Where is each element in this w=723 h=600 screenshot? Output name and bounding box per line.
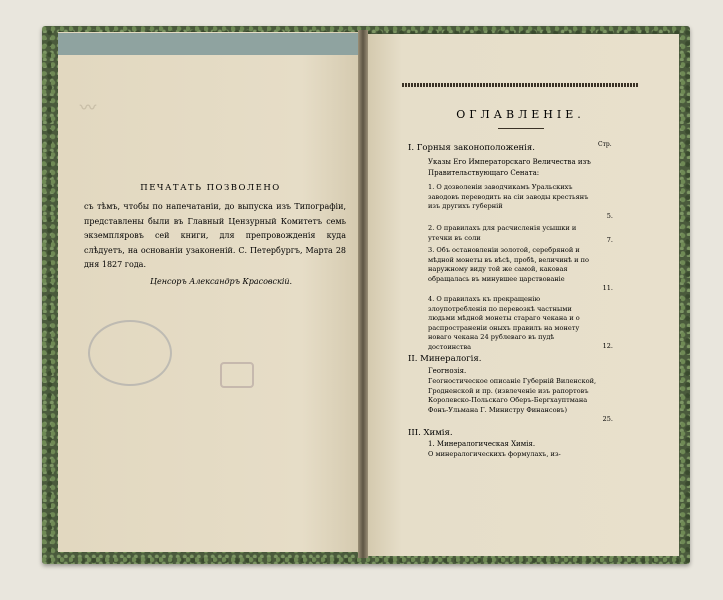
section-subheading: 1. Минералогическая Химія. <box>428 440 536 448</box>
library-stamp-small <box>220 362 254 388</box>
section-heading: I. Горныя законоположенія. <box>408 143 535 153</box>
toc-item: 3. Объ остановленіи золотой, серебряной и мѣдной монеты въ вѣсѣ, пробѣ, величинѣ и по наружному виду той же самой, каковая обращалась въ минувшее царствованіе <box>428 246 589 283</box>
toc-page-number: 25. <box>602 415 613 423</box>
section-heading: III. Химія. <box>408 428 453 438</box>
paper-tab <box>58 33 365 55</box>
page-column-header: Стр. <box>598 141 612 148</box>
toc-page-number: 12. <box>602 342 613 350</box>
toc-item: 4. О правилахъ къ прекращенію злоупотребленія по перевозкѣ частными людьми мѣдной монеты стараго чекана и о распространеніи оныхъ правилъ на монету новаго чекана 24 рублеваго въ пудѣ достоинства <box>428 295 580 351</box>
title-underline <box>498 128 544 129</box>
section-subheading: Указы Его Императорскаго Величества изъ Правительствующаго Сената: <box>428 158 591 177</box>
toc-item: О минералогическихъ формулахъ, из- <box>428 450 561 458</box>
censor-text: съ тѣмъ, чтобы по напечатаніи, до выпуска изъ Типографіи, представлены были въ Главный Цензурный Комитетъ семь экземпляровъ сей книги, для препровожденія куда слѣдуетъ, на основаніи узаконеній. С. Петербургъ, Марта 28 дня 1827 года. <box>84 202 346 269</box>
ornamental-rule <box>402 83 639 87</box>
censor-signature: Ценсоръ Александръ Красовскій. <box>150 277 293 286</box>
library-stamp <box>88 320 172 386</box>
section-heading: II. Минералогія. <box>408 354 482 364</box>
toc-item: 2. О правилахъ для расчисленія усышки и утечки въ соли <box>428 224 577 242</box>
section-subheading: Геогнозія. <box>428 367 467 375</box>
toc-page-number: 5. <box>606 212 613 220</box>
bleed-through-marks: 〰 <box>80 98 97 117</box>
toc-item: 1. О дозволеніи заводчикамъ Уральскихъ заводовъ переводить на сіи заводы крестьянъ изъ другихъ губерній <box>428 183 589 211</box>
left-page <box>58 32 363 552</box>
toc-page-number: 7. <box>606 236 613 244</box>
censor-title: ПЕЧАТАТЬ ПОЗВОЛЕНО <box>140 183 281 193</box>
toc-title: ОГЛАВЛЕНІЕ. <box>456 108 585 121</box>
toc-item: Геогностическое описаніе Губерній Виленской, Гродненской и пр. (извлеченіе изъ рапортовъ Королевско-Польскаго Оберъ-Бергхауптмана Фонъ-Ульмана Г. Министру Финансовъ) <box>428 377 597 414</box>
toc-page-number: 11. <box>602 284 613 292</box>
book-gutter <box>358 30 368 558</box>
